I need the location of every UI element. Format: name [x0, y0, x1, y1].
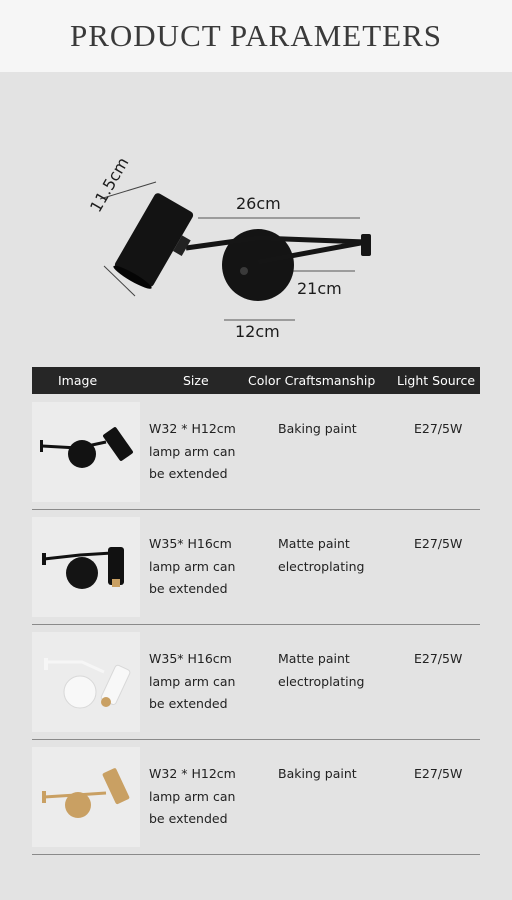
light-source-cell: E27/5W: [414, 766, 463, 781]
light-source-cell: E27/5W: [414, 536, 463, 551]
header-craftsmanship: Color Craftsmanship: [248, 373, 376, 388]
size-cell: W35* H16cm lamp arm can be extended: [149, 536, 236, 596]
lamp-head: [111, 192, 203, 297]
header-image: Image: [58, 373, 98, 388]
light-source-cell: E27/5W: [414, 651, 463, 666]
lamp-dimension-illustration: [0, 72, 512, 362]
size-cell: W35* H16cm lamp arm can be extended: [149, 651, 236, 711]
dimension-diagram: [0, 72, 512, 362]
size-cell: W32 * H12cm lamp arm can be extended: [149, 421, 236, 481]
size-cell: W32 * H12cm lamp arm can be extended: [149, 766, 236, 826]
product-thumbnail-black: [32, 402, 140, 502]
table-row: [32, 740, 480, 855]
arm-folded-label: 21cm: [297, 279, 342, 298]
base-width-label: 12cm: [235, 322, 280, 341]
light-source-cell: E27/5W: [414, 421, 463, 436]
arm-length-label: 26cm: [236, 194, 281, 213]
table-row: [32, 395, 480, 510]
title-banner: [0, 0, 512, 72]
product-thumbnail-gold: [32, 747, 140, 847]
height-label: 11.5cm: [86, 154, 133, 216]
product-thumbnail-white-gold: [32, 632, 140, 732]
header-size: Size: [183, 373, 209, 388]
header-light-source: Light Source: [397, 373, 476, 388]
page-title: PRODUCT PARAMETERS: [69, 18, 443, 53]
table-header: [32, 367, 480, 394]
craftsmanship-cell: Matte paint electroplating: [278, 651, 365, 689]
craftsmanship-cell: Baking paint: [278, 421, 357, 436]
craftsmanship-cell: Baking paint: [278, 766, 357, 781]
table-row: [32, 625, 480, 740]
table-row: [32, 510, 480, 625]
product-thumbnail-black-gold: [32, 517, 140, 617]
craftsmanship-cell: Matte paint electroplating: [278, 536, 365, 574]
